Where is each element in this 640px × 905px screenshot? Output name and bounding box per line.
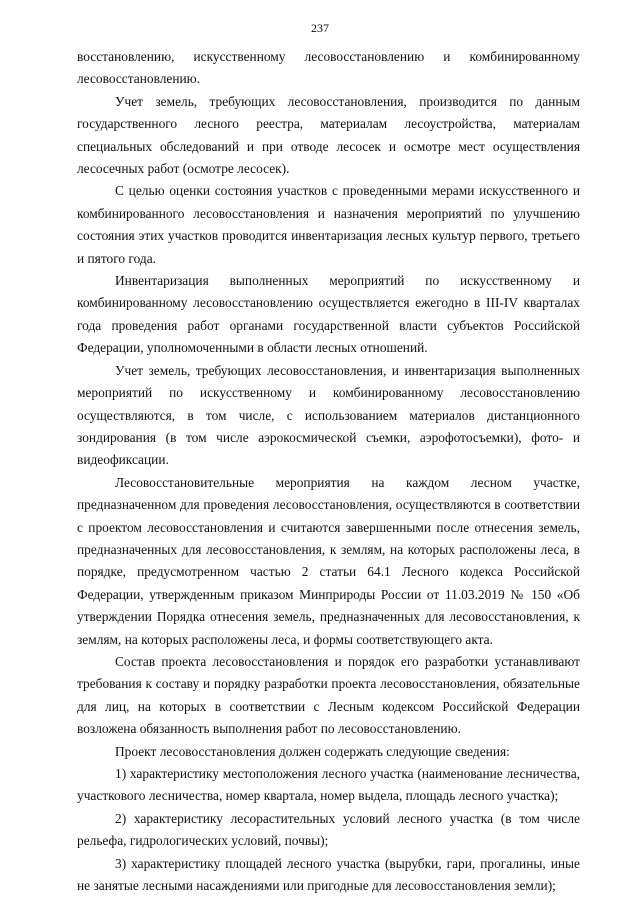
paragraph-remote-sensing: Учет земель, требующих лесовосстановления, и инвентаризация выполненных мероприятий по искусственному и комбинированному лесовосстановлению осуществляются, в том числе, с использованием материалов дистанционного зондирования (в том числе аэрокосмической съемки, аэрофотосъемки), фото- и видеофиксации. [77,362,580,468]
list-item-1: 1) характеристику местоположения лесного участка (наименование лесничества, участкового лесничества, номер квартала, номер выдела, площадь лесного участка); [77,766,580,804]
paragraph-inventory: Инвентаризация выполненных мероприятий по искусственному и комбинированному лесовосстановлению осуществляется ежегодно в III-IV кварталах года проведения работ органами государственной власти субъектов Российской Федерации, уполномоченными в области лесных отношений. [77,273,580,356]
paragraph-land-accounting: Учет земель, требующих лесовосстановления, производится по данным государственного лесного реестра, материалам лесоустройства, материалам специальных обследований и при отводе лесосек и осмотре мест осуществления лесосечных работ (осмотре лесосек). [77,93,580,177]
paragraph-continuation: восстановлению, искусственному лесовосстановлению и комбинированному лесовосстановлению. [77,49,580,87]
list-item-2: 2) характеристику лесорастительных условий лесного участка (в том числе рельефа, гидрологических условий, почвы); [77,810,580,849]
list-item-3: 3) характеристику площадей лесного участка (вырубки, гари, прогалины, иные не занятые лесными насаждениями или пригодные для лесовосстановления земли); [77,855,580,894]
document-body [77,46,580,897]
paragraph-project-composition: Состав проекта лесовосстановления и порядок его разработки устанавливают требования к составу и порядку разработки проекта лесовосстановления, обязательные для лиц, на которых в соответствии с Лесным кодексом Российской Федерации возложена обязанность выполнения работ по лесовосстановлению. [77,653,580,737]
paragraph-state-assessment: С целью оценки состояния участков с проведенными мерами искусственного и комбинированного лесовосстановления и назначения мероприятий по улучшению состояния этих участков проводится инвентаризация лесных культур первого, третьего и пятого года. [77,183,580,266]
page-number: 237 [311,21,329,35]
paragraph-reforestation-measures: Лесовосстановительные мероприятия на каждом лесном участке, предназначенном для проведения лесовосстановления, осуществляются в соответствии с проектом лесовосстановления и считаются завершенными после отнесения земель, предназначенных для лесовосстановления, к землям, на которых расположены леса, в порядке, предусмотренном частью 2 статьи 64.1 Лесного кодекса Российской Федерации, утвержденным приказом Минприроды России от 11.03.2019 № 150 «Об утверждении Порядка отнесения земель, предназначенных для лесовосстановления, к землям, на которых расположены леса, и формы соответствующего акта. [77,474,580,647]
paragraph-project-contents-intro: Проект лесовосстановления должен содержать следующие сведения: [115,743,510,759]
